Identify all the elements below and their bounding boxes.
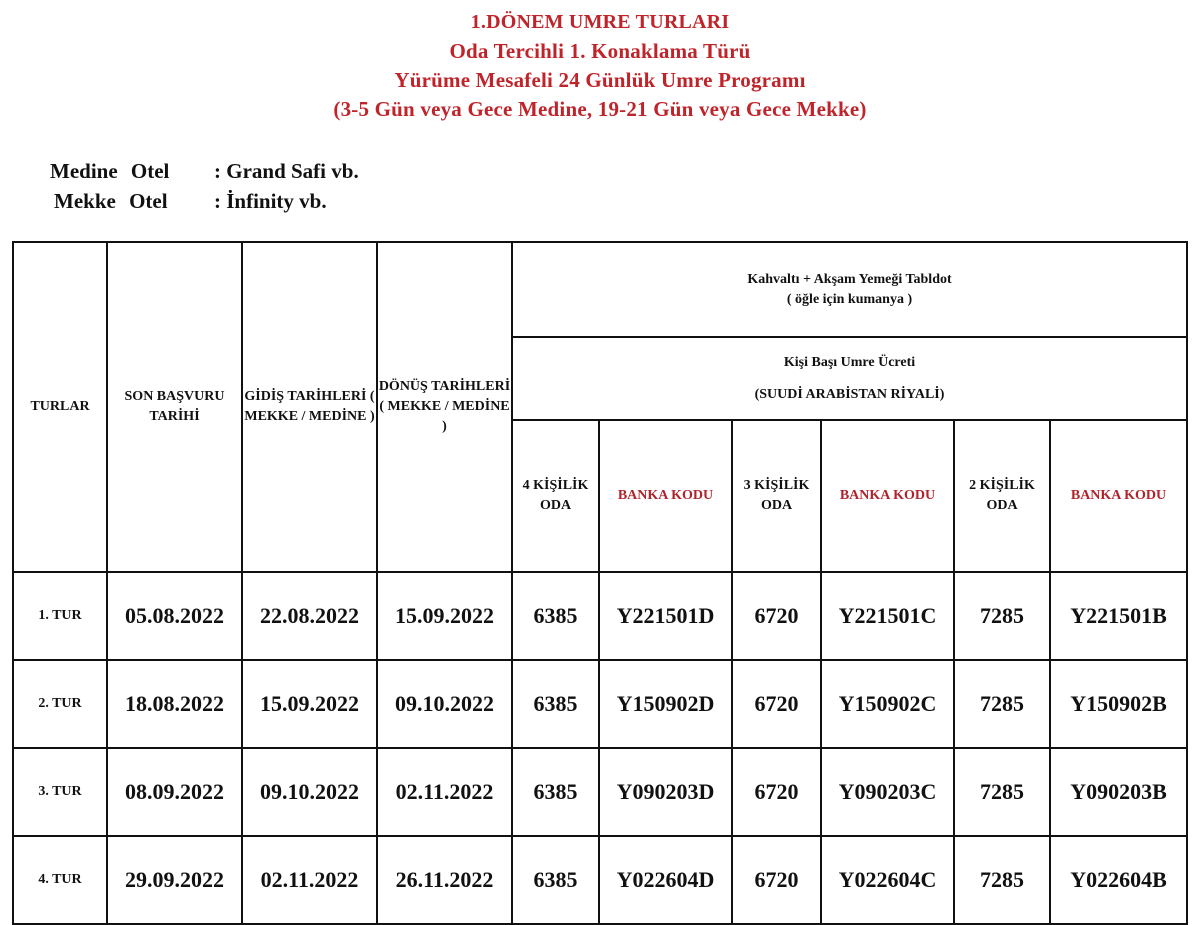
title-line-3: Yürüme Mesafeli 24 Günlük Umre Programı [394,68,806,92]
cell-bank-code-4: Y221501D [599,572,732,660]
cell-price-3: 6720 [732,660,821,748]
header-son-basvuru: SON BAŞVURU TARİHİ [107,242,242,572]
cell-gidis: 22.08.2022 [242,572,377,660]
cell-gidis: 15.09.2022 [242,660,377,748]
cell-price-2: 7285 [954,836,1050,924]
cell-gidis: 02.11.2022 [242,836,377,924]
tour-price-table [12,241,1188,925]
header-bank-code-4: BANKA KODU [599,420,732,572]
mekke-hotel-value: : İnfinity vb. [214,188,327,213]
header-bank-code-3: BANKA KODU [821,420,954,572]
mekke-hotel-label: Mekke Otel [54,188,168,213]
medine-hotel-value: : Grand Safi vb. [214,158,359,183]
cell-donus: 09.10.2022 [377,660,512,748]
cell-bank-code-4: Y150902D [599,660,732,748]
table-row [13,748,1187,836]
medine-hotel-label: Medine Otel [50,158,170,183]
price-line-2: (SUUDİ ARABİSTAN RİYALİ) [754,386,945,402]
table-row [13,836,1187,924]
cell-bank-code-4: Y090203D [599,748,732,836]
header-donus: DÖNÜŞ TARİHLERİ ( MEKKE / MEDİNE ) [377,242,512,572]
header-room-4: 4 KİŞİLİK ODA [512,420,599,572]
document-title [0,8,1200,124]
cell-bank-code-2: Y090203B [1050,748,1187,836]
cell-bank-code-3: Y150902C [821,660,954,748]
cell-bank-code-3: Y221501C [821,572,954,660]
cell-bank-code-2: Y150902B [1050,660,1187,748]
cell-price-2: 7285 [954,660,1050,748]
cell-price-2: 7285 [954,572,1050,660]
cell-son-basvuru: 08.09.2022 [107,748,242,836]
cell-son-basvuru: 29.09.2022 [107,836,242,924]
cell-donus: 02.11.2022 [377,748,512,836]
header-price-per-person [512,337,1187,420]
cell-price-4: 6385 [512,572,599,660]
cell-gidis: 09.10.2022 [242,748,377,836]
cell-donus: 26.11.2022 [377,836,512,924]
cell-tur: 2. TUR [13,660,107,748]
price-line-1: Kişi Başı Umre Ücreti [783,354,916,370]
header-meal-plan [512,242,1187,337]
header-gidis: GİDİŞ TARİHLERİ ( MEKKE / MEDİNE ) [242,242,377,572]
hotel-info [50,156,359,216]
cell-tur: 1. TUR [13,572,107,660]
cell-price-4: 6385 [512,748,599,836]
title-line-4: (3-5 Gün veya Gece Medine, 19-21 Gün veya Gece Mekke) [333,97,867,121]
cell-tur: 4. TUR [13,836,107,924]
title-line-2: Oda Tercihli 1. Konaklama Türü [449,39,751,63]
cell-bank-code-3: Y022604C [821,836,954,924]
title-line-1: 1.DÖNEM UMRE TURLARI [470,11,730,33]
meal-plan-line-2: ( öğle için kumanya ) [786,291,913,307]
cell-donus: 15.09.2022 [377,572,512,660]
table-row [13,572,1187,660]
header-bank-code-2: BANKA KODU [1050,420,1187,572]
cell-price-3: 6720 [732,836,821,924]
medine-hotel-row [50,156,359,186]
cell-price-4: 6385 [512,836,599,924]
cell-price-2: 7285 [954,748,1050,836]
cell-bank-code-2: Y221501B [1050,572,1187,660]
cell-bank-code-3: Y090203C [821,748,954,836]
cell-price-3: 6720 [732,572,821,660]
cell-tur: 3. TUR [13,748,107,836]
cell-bank-code-2: Y022604B [1050,836,1187,924]
cell-son-basvuru: 05.08.2022 [107,572,242,660]
mekke-hotel-row [50,186,359,216]
cell-price-3: 6720 [732,748,821,836]
header-turlar: TURLAR [13,242,107,572]
meal-plan-line-1: Kahvaltı + Akşam Yemeği Tabldot [747,271,952,287]
cell-price-4: 6385 [512,660,599,748]
header-room-2: 2 KİŞİLİK ODA [954,420,1050,572]
header-room-3: 3 KİŞİLİK ODA [732,420,821,572]
table-row [13,660,1187,748]
cell-bank-code-4: Y022604D [599,836,732,924]
cell-son-basvuru: 18.08.2022 [107,660,242,748]
